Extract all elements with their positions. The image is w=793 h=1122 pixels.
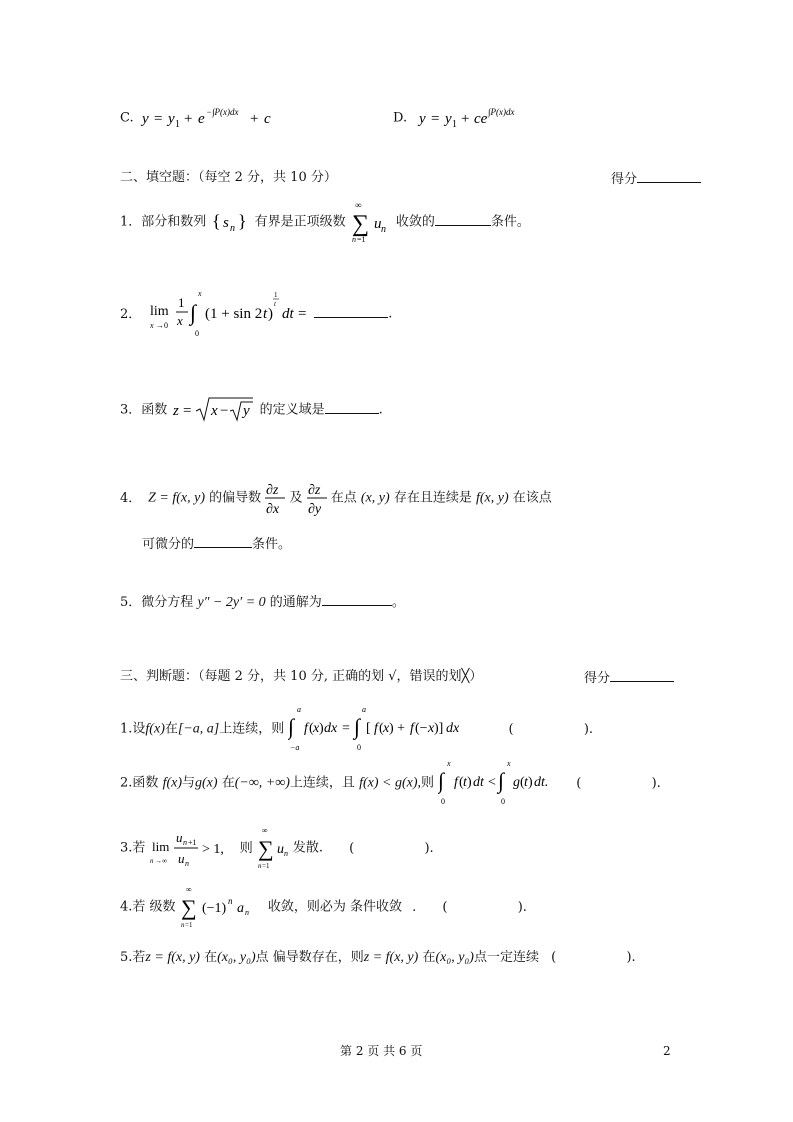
- svg-text:n: n: [184, 859, 189, 868]
- svg-text:y: y: [419, 111, 426, 127]
- svg-text:): ): [268, 306, 274, 322]
- fill-score-label: 得分: [611, 172, 638, 187]
- svg-text:dt: dt: [282, 306, 294, 322]
- judge-q3-t3: 发散.: [292, 840, 323, 856]
- svg-text:∫: ∫: [354, 714, 361, 739]
- judge-q2-formula: [438, 760, 568, 806]
- svg-text:g: g: [513, 775, 521, 790]
- fill-q4-line2-post: 条件。: [252, 537, 292, 552]
- svg-text:+: +: [183, 111, 193, 127]
- svg-text:x: x: [313, 721, 320, 736]
- judge-q1: [120, 706, 593, 752]
- fill-q4-line2: [142, 535, 291, 553]
- fill-q2-blank[interactable]: [314, 305, 388, 318]
- fill-q1-pre: 部分和数列: [141, 214, 207, 230]
- svg-text:→∞: →∞: [154, 857, 167, 865]
- fill-q4-dz-dy: [307, 478, 327, 518]
- svg-text:∑: ∑: [351, 211, 369, 237]
- svg-text:=: =: [153, 111, 163, 127]
- svg-text:f: f: [410, 721, 415, 736]
- svg-text:): ): [319, 721, 325, 736]
- svg-text:n: n: [180, 921, 185, 929]
- svg-text:0: 0: [357, 743, 362, 752]
- svg-text:e: e: [197, 111, 205, 127]
- judge-q1-t1: 设: [132, 721, 146, 737]
- judge-score-blank[interactable]: [610, 669, 674, 682]
- fill-q1: [120, 200, 530, 244]
- judge-q1-f: f(x): [145, 721, 165, 737]
- fill-q1-blank[interactable]: [435, 213, 491, 226]
- judge-q1-num: 1.: [120, 721, 133, 737]
- fill-q5-blank[interactable]: [322, 593, 392, 606]
- judge-q3-series: [257, 825, 293, 871]
- judge-q4-dot: .: [412, 899, 417, 915]
- svg-text:dx: dx: [324, 721, 338, 736]
- svg-text:x: x: [507, 760, 511, 768]
- fill-q4-formula-f: f(x, y): [475, 490, 509, 506]
- fill-q3-blank[interactable]: [325, 401, 379, 414]
- svg-text:n: n: [283, 849, 288, 858]
- fill-q2-num: 2．: [120, 306, 142, 322]
- svg-text:a: a: [236, 901, 244, 916]
- svg-text:n: n: [380, 224, 386, 235]
- judge-q5-num: 5.: [120, 950, 133, 965]
- svg-text:y: y: [445, 111, 452, 127]
- judge-q3-answer[interactable]: ( ).: [349, 840, 434, 856]
- svg-text:y: y: [243, 403, 251, 419]
- svg-text:=1: =1: [261, 862, 270, 870]
- svg-text:=1: =1: [356, 235, 366, 244]
- fill-q3-pre: 函数: [141, 402, 168, 418]
- judge-q5-answer[interactable]: ( ).: [551, 950, 636, 965]
- judge-q4: [120, 884, 527, 930]
- judge-q4-answer[interactable]: ( ).: [442, 899, 527, 915]
- svg-text:(1 + sin 2: (1 + sin 2: [205, 306, 263, 322]
- fill-q1-series: [350, 200, 392, 244]
- fill-q3-formula: [171, 395, 255, 425]
- svg-text:∫: ∫: [190, 300, 197, 325]
- svg-text:x: x: [447, 760, 451, 768]
- svg-text:+: +: [461, 111, 470, 127]
- svg-text:n: n: [149, 857, 154, 865]
- fill-q3-end: .: [378, 402, 383, 418]
- svg-text:0: 0: [441, 797, 446, 806]
- svg-text:lim: lim: [151, 839, 169, 854]
- svg-text:): ): [528, 775, 533, 790]
- judge-q5-t4: 在: [422, 950, 436, 965]
- svg-text:n: n: [230, 223, 236, 234]
- svg-text:∑: ∑: [257, 836, 274, 861]
- svg-text:−∫P(x)dx: −∫P(x)dx: [205, 107, 239, 117]
- svg-text:> 1,: > 1,: [201, 842, 224, 857]
- svg-text:{: {: [212, 211, 222, 231]
- svg-text:dx: dx: [446, 721, 460, 736]
- svg-text:∞: ∞: [354, 200, 362, 210]
- svg-text:u: u: [177, 851, 185, 866]
- fill-q3-num: 3．: [120, 402, 142, 418]
- svg-text:f: f: [304, 721, 309, 736]
- fill-q5-pre: 微分方程: [141, 595, 194, 610]
- svg-text:u: u: [373, 216, 382, 232]
- svg-text:n: n: [244, 908, 249, 917]
- svg-text:<: <: [488, 775, 497, 790]
- svg-text:t: t: [274, 300, 277, 308]
- judge-q3-num: 3.: [120, 840, 133, 856]
- svg-text:1: 1: [452, 119, 458, 130]
- fill-q4-line2-pre: 可微分的: [142, 537, 195, 552]
- option-d: [393, 106, 551, 130]
- judge-q2-t2: 与: [182, 775, 196, 791]
- judge-q4-num: 4.: [120, 899, 133, 915]
- svg-text:+: +: [249, 111, 259, 127]
- judge-q4-t1: 若 级数: [132, 899, 176, 915]
- svg-text:dt.: dt.: [534, 775, 549, 790]
- svg-text:1: 1: [174, 119, 180, 130]
- fill-q4-num: 4．: [120, 490, 142, 506]
- svg-text:u: u: [276, 842, 284, 857]
- svg-text:f: f: [454, 775, 459, 790]
- judge-q5: [120, 950, 636, 967]
- svg-text:(−1): (−1): [201, 901, 226, 916]
- svg-text:}: }: [238, 211, 248, 231]
- svg-text:=: =: [431, 111, 440, 127]
- page-footer: 第 2 页 共 6 页: [340, 1044, 423, 1058]
- svg-text:∫: ∫: [438, 768, 445, 793]
- svg-text:(: (: [520, 775, 525, 790]
- judge-q1-interval: [−a, a]: [177, 721, 220, 737]
- judge-q2-t3: 在: [221, 775, 235, 791]
- judge-q2-f: f(x): [162, 775, 182, 791]
- judge-q1-t3: 上连续，则: [219, 721, 285, 737]
- fill-q4-point: (x, y): [360, 490, 390, 506]
- judge-q2: [120, 760, 661, 806]
- judge-q2-interval: (−∞, +∞): [234, 775, 290, 791]
- fill-q1-mid: 有界是正项级数: [254, 214, 346, 230]
- svg-text:∫P(x)dx: ∫P(x)dx: [488, 107, 515, 117]
- judge-q2-g: g(x): [195, 775, 218, 791]
- svg-text:1: 1: [178, 295, 185, 310]
- svg-text:=1: =1: [184, 921, 193, 929]
- fill-q4-t4: 存在且连续是: [393, 490, 472, 506]
- svg-text:)]: )]: [434, 721, 444, 736]
- judge-q2-t5: 则: [420, 775, 434, 791]
- fill-q1-num: 1．: [120, 214, 142, 230]
- svg-text:→0: →0: [156, 321, 169, 330]
- svg-text:x: x: [383, 721, 390, 736]
- svg-text:−a: −a: [290, 743, 300, 752]
- svg-text:∂y: ∂y: [307, 502, 321, 517]
- svg-text:lim: lim: [150, 304, 169, 319]
- judge-q2-t1: 函数: [132, 775, 159, 791]
- judge-q1-formula: [288, 706, 488, 752]
- fill-q4-t3: 在点: [330, 490, 357, 506]
- svg-text:0: 0: [501, 797, 506, 806]
- svg-text:n: n: [182, 838, 187, 847]
- svg-text:x: x: [428, 721, 435, 736]
- fill-score-blank[interactable]: [637, 170, 701, 183]
- option-c: [120, 106, 298, 130]
- judge-q1-t2: 在: [164, 721, 178, 737]
- svg-text:) +: ) +: [389, 721, 406, 736]
- judge-q5-point: (x₀, y₀): [217, 950, 256, 965]
- option-d-label: D.: [393, 110, 408, 126]
- svg-text:−: −: [220, 403, 229, 419]
- fill-q4-formula-z: Z = f(x, y): [148, 490, 206, 506]
- judge-q4-t2: 收敛，则必为 条件收敛: [267, 899, 402, 915]
- judge-q2-num: 2.: [120, 775, 133, 791]
- fill-q5-mid: 的通解为: [269, 595, 322, 610]
- fill-q4-blank[interactable]: [194, 535, 252, 548]
- judge-q4-series: [180, 884, 264, 930]
- svg-text:=: =: [183, 403, 192, 419]
- page-number: 2: [663, 1044, 671, 1058]
- svg-text:∞: ∞: [185, 885, 192, 894]
- svg-text:y: y: [167, 111, 175, 127]
- svg-text:t: t: [463, 775, 468, 790]
- judge-q5-t3: 点 偏导数存在，则: [255, 950, 364, 965]
- fill-q4: [120, 478, 552, 518]
- fill-score: [611, 170, 701, 188]
- svg-text:[: [: [366, 721, 372, 736]
- svg-text:0: 0: [195, 329, 200, 338]
- fill-q2-end: .: [388, 306, 393, 322]
- svg-text:): ): [467, 775, 472, 790]
- fill-q3-mid: 的定义域是: [259, 402, 325, 418]
- svg-text:n: n: [257, 862, 262, 870]
- judge-q3-t1: 若: [132, 840, 146, 856]
- fill-q5: [120, 593, 405, 612]
- svg-text:z: z: [173, 403, 180, 419]
- svg-text:x: x: [150, 321, 154, 330]
- svg-text:u: u: [175, 830, 183, 845]
- fill-q5-end: 。: [391, 595, 405, 610]
- fill-q1-sequence: [210, 200, 250, 244]
- judge-q1-answer[interactable]: ( ).: [508, 721, 594, 737]
- fill-q5-num: 5．: [120, 595, 142, 610]
- svg-text:a: a: [297, 706, 302, 714]
- judge-section-title: 三、判断题：（每题 2 分，共 10 分, 正确的划 √，错误的划╳）: [120, 669, 483, 684]
- svg-text:x: x: [177, 313, 183, 328]
- svg-text:n: n: [351, 235, 356, 244]
- svg-text:y: y: [141, 111, 149, 127]
- svg-text:∑: ∑: [180, 895, 197, 920]
- svg-text:dt: dt: [473, 775, 485, 790]
- judge-q2-answer[interactable]: ( ).: [576, 775, 661, 791]
- judge-q5-formula: z = f(x, y): [145, 950, 200, 965]
- fill-section-title: 二、填空题：（每空 2 分，共 10 分）: [120, 170, 337, 185]
- svg-text:x: x: [198, 289, 202, 298]
- judge-q3-formula: [150, 825, 230, 871]
- svg-text:∂x: ∂x: [266, 502, 280, 517]
- fill-q1-post: 收敛的: [395, 214, 435, 230]
- svg-text:c: c: [263, 111, 271, 127]
- svg-text:(: (: [309, 721, 315, 736]
- fill-q3: [120, 395, 383, 425]
- fill-q4-t5: 在该点: [512, 490, 552, 506]
- svg-text:t: t: [524, 775, 529, 790]
- svg-text:∂z: ∂z: [307, 483, 320, 498]
- option-c-formula: [138, 106, 298, 130]
- svg-text:=: =: [342, 721, 351, 736]
- svg-text:t: t: [263, 306, 268, 322]
- svg-text:1: 1: [274, 291, 278, 299]
- judge-q5-t2: 在: [204, 950, 218, 965]
- svg-text:ce: ce: [474, 111, 488, 127]
- judge-q2-t4: 上连续，且: [289, 775, 355, 791]
- svg-text:x: x: [211, 403, 219, 419]
- option-d-formula: [411, 106, 551, 130]
- judge-score-label: 得分: [584, 671, 611, 686]
- fill-q4-t2: 及: [289, 490, 303, 506]
- judge-q5-point2: (x₀, y₀): [435, 950, 474, 965]
- svg-text:(−: (−: [415, 721, 428, 736]
- judge-q3-t2: 则: [239, 840, 253, 856]
- svg-text:(: (: [379, 721, 385, 736]
- svg-text:(: (: [459, 775, 464, 790]
- fill-q4-t1: 的偏导数: [209, 490, 262, 506]
- svg-text:∞: ∞: [261, 826, 268, 835]
- option-c-label: C.: [120, 110, 134, 126]
- svg-text:s: s: [223, 215, 230, 231]
- svg-text:n: n: [227, 896, 233, 906]
- svg-text:+1: +1: [187, 838, 197, 847]
- judge-q5-t5: 点一定连续: [473, 950, 539, 965]
- svg-text:∫: ∫: [498, 768, 505, 793]
- fill-q2: [120, 288, 392, 340]
- judge-q5-t1: 若: [132, 950, 146, 965]
- judge-q5-formula2: z = f(x, y): [363, 950, 419, 965]
- svg-text:=: =: [298, 306, 307, 322]
- judge-score: [584, 669, 674, 687]
- judge-q2-cond: f(x) < g(x),: [359, 775, 421, 791]
- svg-text:a: a: [362, 706, 367, 714]
- svg-text:f: f: [374, 721, 379, 736]
- fill-q2-formula: [150, 288, 310, 340]
- fill-q1-end: 条件。: [490, 214, 530, 230]
- svg-text:∂z: ∂z: [266, 483, 279, 498]
- judge-q3: [120, 825, 434, 871]
- fill-q4-dz-dx: [265, 478, 285, 518]
- fill-q5-formula: y″ − 2y′ = 0: [197, 595, 266, 610]
- svg-text:∫: ∫: [288, 714, 295, 739]
